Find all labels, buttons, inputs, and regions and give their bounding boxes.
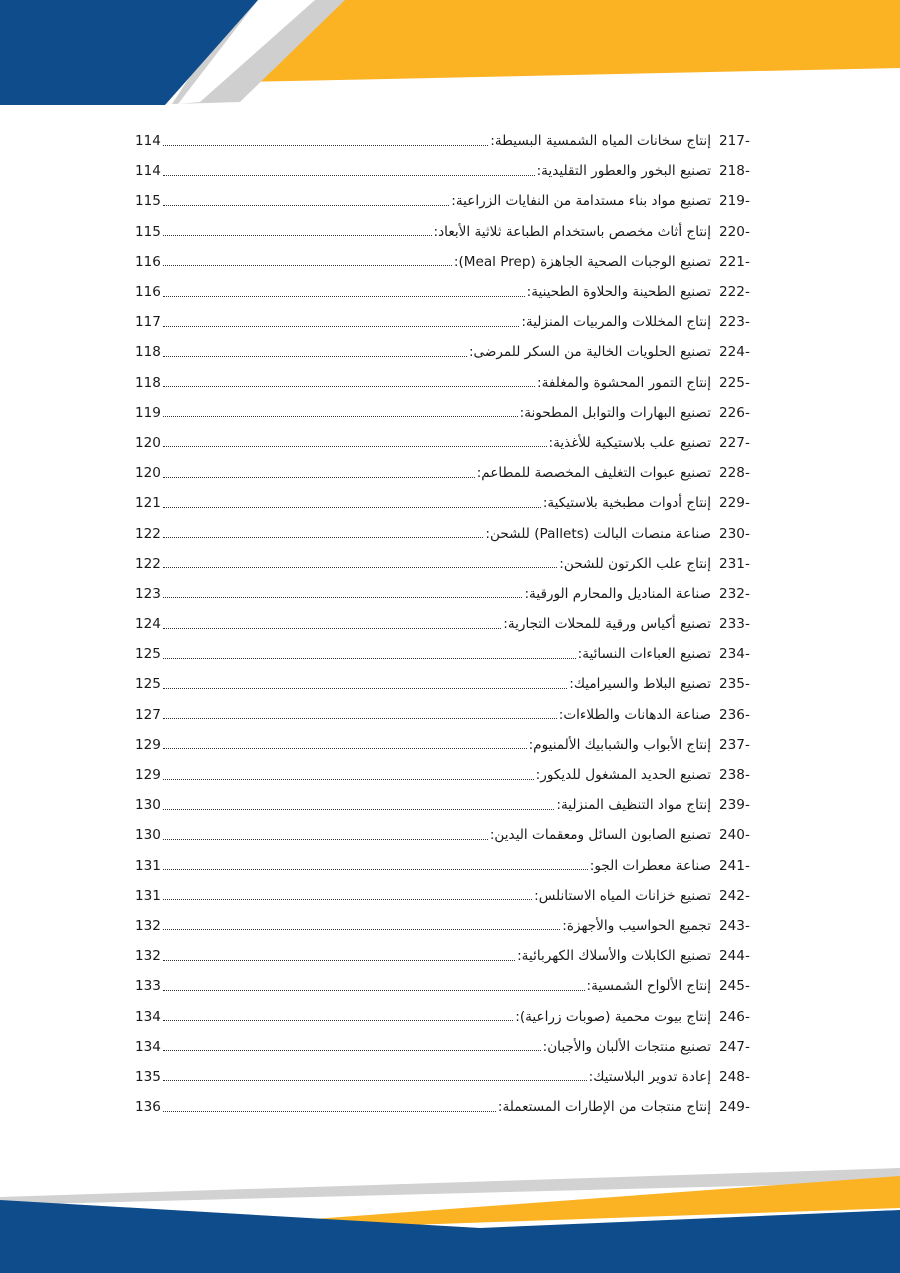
- toc-entry[interactable]: [135, 126, 753, 156]
- toc-entry-page-number: 115: [135, 193, 161, 210]
- toc-entry[interactable]: [135, 307, 753, 337]
- toc-entry-title: إنتاج علب الكرتون للشحن:: [559, 555, 711, 572]
- toc-entry[interactable]: [135, 549, 753, 579]
- toc-leader-dots: [163, 1020, 513, 1021]
- toc-entry-page-number: 114: [135, 163, 161, 180]
- toc-entry-number: 227-: [719, 434, 750, 451]
- toc-entry[interactable]: [135, 458, 753, 488]
- toc-leader-dots: [163, 688, 567, 689]
- toc-entry-page-number: 122: [135, 525, 161, 542]
- toc-entry-page-number: 116: [135, 253, 161, 270]
- toc-entry-title: إنتاج مواد التنظيف المنزلية:: [556, 797, 711, 814]
- toc-entry-page-number: 131: [135, 857, 161, 874]
- toc-entry-number: 222-: [719, 284, 750, 301]
- toc-entry-page-number: 127: [135, 706, 161, 723]
- toc-leader-dots: [163, 718, 557, 719]
- toc-entry-title: إنتاج التمور المحشوة والمغلفة:: [537, 374, 711, 391]
- toc-entry-title: إنتاج أثاث مخصص باستخدام الطباعة ثلاثية الأبعاد:: [433, 223, 711, 240]
- toc-leader-dots: [163, 326, 519, 327]
- toc-leader-dots: [163, 265, 452, 266]
- toc-entry-title: تصنيع البخور والعطور التقليدية:: [536, 163, 711, 180]
- toc-entry-page-number: 129: [135, 736, 161, 753]
- toc-leader-dots: [163, 597, 522, 598]
- toc-entry-number: 236-: [719, 706, 750, 723]
- toc-entry[interactable]: [135, 428, 753, 458]
- toc-entry-title: إنتاج الأبواب والشبابيك الألمنيوم:: [528, 736, 711, 753]
- toc-entry[interactable]: [135, 851, 753, 881]
- toc-entry-title: تصنيع البهارات والتوابل المطحونة:: [519, 404, 711, 421]
- toc-entry-number: 224-: [719, 344, 750, 361]
- toc-entry[interactable]: [135, 156, 753, 186]
- toc-entry-page-number: 133: [135, 978, 161, 995]
- toc-leader-dots: [163, 1080, 587, 1081]
- toc-entry[interactable]: [135, 186, 753, 216]
- toc-entry-title: إنتاج المخللات والمربيات المنزلية:: [521, 314, 711, 331]
- toc-entry-page-number: 130: [135, 827, 161, 844]
- toc-leader-dots: [163, 567, 557, 568]
- toc-entry[interactable]: [135, 337, 753, 367]
- toc-entry-title: تصنيع خزانات المياه الاستانلس:: [534, 887, 711, 904]
- toc-leader-dots: [163, 1050, 541, 1051]
- toc-entry-title: تصنيع الوجبات الصحية الجاهزة (Meal Prep):: [453, 253, 711, 270]
- toc-entry-title: تجميع الحواسيب والأجهزة:: [562, 917, 711, 934]
- toc-entry-number: 234-: [719, 646, 750, 663]
- toc-entry[interactable]: [135, 368, 753, 398]
- toc-leader-dots: [163, 477, 475, 478]
- toc-entry-page-number: 116: [135, 284, 161, 301]
- toc-entry-page-number: 124: [135, 616, 161, 633]
- toc-entry-page-number: 134: [135, 1008, 161, 1025]
- toc-entry-title: إنتاج أدوات مطبخية بلاستيكية:: [542, 495, 711, 512]
- toc-entry-title: تصنيع الحديد المشغول للديكور:: [535, 767, 711, 784]
- toc-leader-dots: [163, 990, 585, 991]
- toc-entry-number: 229-: [719, 495, 750, 512]
- toc-leader-dots: [163, 658, 576, 659]
- header-yellow-band: [245, 0, 900, 82]
- toc-entry-page-number: 115: [135, 223, 161, 240]
- toc-entry-title: تصنيع منتجات الألبان والأجبان:: [542, 1038, 711, 1055]
- toc-entry-page-number: 122: [135, 555, 161, 572]
- toc-entry-page-number: 121: [135, 495, 161, 512]
- toc-entry-title: صناعة معطرات الجو:: [589, 857, 711, 874]
- toc-leader-dots: [163, 779, 534, 780]
- toc-entry[interactable]: [135, 518, 753, 548]
- toc-entry-number: 218-: [719, 163, 750, 180]
- toc-leader-dots: [163, 175, 535, 176]
- toc-entry[interactable]: [135, 1092, 753, 1122]
- toc-entry[interactable]: [135, 1001, 753, 1031]
- toc-leader-dots: [163, 507, 541, 508]
- toc-leader-dots: [163, 235, 432, 236]
- toc-entry[interactable]: [135, 488, 753, 518]
- toc-entry-page-number: 118: [135, 374, 161, 391]
- toc-entry-number: 221-: [719, 253, 750, 270]
- toc-leader-dots: [163, 446, 547, 447]
- toc-entry-number: 223-: [719, 314, 750, 331]
- toc-entry-title: تصنيع الكابلات والأسلاك الكهربائية:: [517, 948, 711, 965]
- toc-entry-page-number: 125: [135, 646, 161, 663]
- toc-entry-number: 248-: [719, 1068, 750, 1085]
- toc-entry[interactable]: [135, 881, 753, 911]
- toc-leader-dots: [163, 1111, 496, 1112]
- toc-leader-dots: [163, 929, 560, 930]
- toc-entry-page-number: 123: [135, 585, 161, 602]
- toc-entry-title: تصنيع علب بلاستيكية للأغذية:: [548, 434, 711, 451]
- toc-entry-number: 235-: [719, 676, 750, 693]
- toc-entry-title: إنتاج منتجات من الإطارات المستعملة:: [497, 1099, 711, 1116]
- toc-entry-title: إنتاج سخانات المياه الشمسية البسيطة:: [490, 133, 711, 150]
- toc-entry-number: 247-: [719, 1038, 750, 1055]
- toc-entry-title: صناعة المناديل والمحارم الورقية:: [524, 585, 711, 602]
- toc-entry-number: 239-: [719, 797, 750, 814]
- toc-entry-number: 219-: [719, 193, 750, 210]
- toc-entry[interactable]: [135, 700, 753, 730]
- toc-entry-number: 220-: [719, 223, 750, 240]
- toc-entry[interactable]: [135, 579, 753, 609]
- toc-entry-number: 225-: [719, 374, 750, 391]
- toc-entry-number: 231-: [719, 555, 750, 572]
- toc-entry-title: إنتاج الألواح الشمسية:: [586, 978, 711, 995]
- header-decoration: [0, 0, 900, 110]
- toc-entry-number: 226-: [719, 404, 750, 421]
- toc-entry-page-number: 134: [135, 1038, 161, 1055]
- toc-entry-title: تصنيع مواد بناء مستدامة من النفايات الزراعية:: [451, 193, 711, 210]
- toc-entry[interactable]: [135, 730, 753, 760]
- toc-entry-page-number: 131: [135, 887, 161, 904]
- toc-entry-number: 244-: [719, 948, 750, 965]
- toc-leader-dots: [163, 960, 515, 961]
- toc-leader-dots: [163, 205, 449, 206]
- toc-entry-number: 241-: [719, 857, 750, 874]
- toc-entry-title: صناعة منصات البالت (Pallets) للشحن:: [485, 525, 711, 542]
- toc-entry-page-number: 130: [135, 797, 161, 814]
- toc-entry-page-number: 118: [135, 344, 161, 361]
- toc-leader-dots: [163, 839, 488, 840]
- toc-entry[interactable]: [135, 760, 753, 790]
- toc-leader-dots: [163, 537, 483, 538]
- toc-entry[interactable]: [135, 911, 753, 941]
- toc-leader-dots: [163, 386, 535, 387]
- toc-entry-title: تصنيع عبوات التغليف المخصصة للمطاعم:: [476, 465, 711, 482]
- toc-leader-dots: [163, 809, 554, 810]
- toc-leader-dots: [163, 416, 518, 417]
- toc-entry[interactable]: [135, 790, 753, 820]
- toc-entry-number: 246-: [719, 1008, 750, 1025]
- toc-entry-page-number: 132: [135, 917, 161, 934]
- toc-entry[interactable]: [135, 217, 753, 247]
- toc-entry[interactable]: [135, 609, 753, 639]
- toc-entry-page-number: 135: [135, 1068, 161, 1085]
- toc-entry-page-number: 132: [135, 948, 161, 965]
- toc-leader-dots: [163, 145, 488, 146]
- table-of-contents: [135, 126, 753, 1122]
- toc-leader-dots: [163, 628, 501, 629]
- toc-entry-number: 232-: [719, 585, 750, 602]
- toc-entry[interactable]: [135, 820, 753, 850]
- toc-entry-page-number: 120: [135, 434, 161, 451]
- toc-entry[interactable]: [135, 941, 753, 971]
- toc-entry-number: 243-: [719, 917, 750, 934]
- toc-leader-dots: [163, 899, 532, 900]
- toc-entry-number: 245-: [719, 978, 750, 995]
- toc-entry[interactable]: [135, 639, 753, 669]
- toc-entry-title: تصنيع العباءات النسائية:: [577, 646, 711, 663]
- toc-entry-number: 217-: [719, 133, 750, 150]
- toc-entry-number: 228-: [719, 465, 750, 482]
- toc-entry-title: تصنيع الحلويات الخالية من السكر للمرضى:: [468, 344, 711, 361]
- toc-entry-title: إعادة تدوير البلاستيك:: [588, 1068, 711, 1085]
- toc-leader-dots: [163, 356, 467, 357]
- toc-entry[interactable]: [135, 1032, 753, 1062]
- toc-leader-dots: [163, 869, 588, 870]
- toc-entry-page-number: 117: [135, 314, 161, 331]
- toc-entry-title: تصنيع الصابون السائل ومعقمات اليدين:: [489, 827, 711, 844]
- toc-entry[interactable]: [135, 971, 753, 1001]
- toc-entry-title: تصنيع الطحينة والحلاوة الطحينية:: [526, 284, 711, 301]
- toc-entry-title: تصنيع أكياس ورقية للمحلات التجارية:: [503, 616, 711, 633]
- toc-entry-title: تصنيع البلاط والسيراميك:: [569, 676, 711, 693]
- toc-leader-dots: [163, 748, 527, 749]
- toc-entry[interactable]: [135, 669, 753, 699]
- toc-entry-title: صناعة الدهانات والطلاءات:: [558, 706, 711, 723]
- toc-entry-number: 233-: [719, 616, 750, 633]
- toc-entry-page-number: 120: [135, 465, 161, 482]
- toc-entry[interactable]: [135, 398, 753, 428]
- toc-entry-number: 238-: [719, 767, 750, 784]
- toc-entry[interactable]: [135, 247, 753, 277]
- toc-entry-number: 240-: [719, 827, 750, 844]
- toc-entry-number: 242-: [719, 887, 750, 904]
- toc-leader-dots: [163, 296, 525, 297]
- toc-entry-page-number: 136: [135, 1099, 161, 1116]
- toc-entry-page-number: 125: [135, 676, 161, 693]
- toc-entry-page-number: 119: [135, 404, 161, 421]
- toc-entry-number: 249-: [719, 1099, 750, 1116]
- toc-entry-title: إنتاج بيوت محمية (صوبات زراعية):: [515, 1008, 711, 1025]
- toc-entry-number: 237-: [719, 736, 750, 753]
- footer-decoration: [0, 1160, 900, 1273]
- toc-entry-number: 230-: [719, 525, 750, 542]
- toc-entry-page-number: 129: [135, 767, 161, 784]
- toc-entry-page-number: 114: [135, 133, 161, 150]
- toc-entry[interactable]: [135, 1062, 753, 1092]
- toc-entry[interactable]: [135, 277, 753, 307]
